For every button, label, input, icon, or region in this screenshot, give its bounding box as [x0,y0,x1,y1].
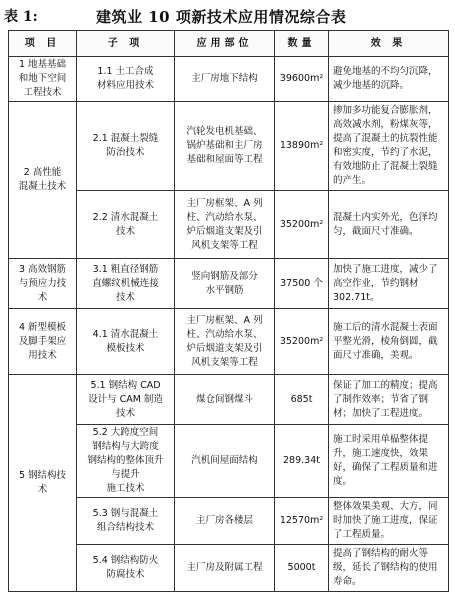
title-row [0,0,455,30]
quantity-cell: 12570m² [275,498,329,545]
header-effect: 效 果 [329,31,449,57]
technology-table [8,30,449,592]
header-category: 项 目 [9,31,77,57]
effect-cell: 保证了加工的精度；提高了制作效率；节省了钢材；加快了工程进度。 [329,375,449,425]
subitem-cell: 3.1 粗直径钢筋 直螺纹机械连接 技术 [77,259,175,309]
quantity-cell: 13890m² [275,102,329,191]
table-row [9,57,449,102]
location-cell: 主厂房地下结构 [175,57,275,102]
effect-cell: 施工时采用单榀整体提升，施工速度快，效果好，确保了工程质量和进度。 [329,425,449,498]
location-cell: 煤仓间钢煤斗 [175,375,275,425]
category-cell: 5 钢结构技 术 [9,375,77,592]
effect-cell: 避免地基的不均匀沉降，减少地基的沉降。 [329,57,449,102]
location-cell: 主厂房各楼层 [175,498,275,545]
subitem-cell: 4.1 清水混凝土 模板技术 [77,309,175,375]
effect-cell: 整体效果美观、大方，同时加快了施工进度，保证了工程质量。 [329,498,449,545]
subitem-cell: 2.1 混凝土裂缝 防治技术 [77,102,175,191]
table-row [9,309,449,375]
location-cell: 汽轮发电机基础、 锅炉基础和主厂房 基础和屋面等工程 [175,102,275,191]
quantity-cell: 37500 个 [275,259,329,309]
subitem-cell: 5.2 大跨度空间 钢结构与大跨度 钢结构的整体顶升 与提升 施工技术 [77,425,175,498]
quantity-cell: 35200m² [275,309,329,375]
category-cell: 4 新型模板 及脚手架应 用技术 [9,309,77,375]
document-title: 建筑业 10 项新技术应用情况综合表 [96,8,347,26]
header-row [9,31,449,57]
subitem-cell: 5.3 钢与混凝土 组合结构技术 [77,498,175,545]
category-cell: 1 地基基础 和地下空间 工程技术 [9,57,77,102]
location-cell: 汽机间屋面结构 [175,425,275,498]
table-number: 表 1: [4,9,38,25]
effect-cell: 施工后的清水混凝土表面平整光滑，棱角倒圆，截面尺寸准确，美观。 [329,309,449,375]
subitem-cell: 2.2 清水混凝土 技术 [77,191,175,259]
location-cell: 主厂房框架、A 列 柱、汽动给水泵、 炉后烟道支架及引 风机支架等工程 [175,191,275,259]
quantity-cell: 289.34t [275,425,329,498]
location-cell: 主厂房及附属工程 [175,545,275,592]
quantity-cell: 39600m² [275,57,329,102]
effect-cell: 掺加多功能复合膨胀剂，高效减水剂，粉煤灰等，提高了混凝土的抗裂性能和密实度，节约了水泥，有效地防止了混凝土裂缝的产生。 [329,102,449,191]
category-cell: 2 高性能 混凝土技术 [9,102,77,259]
location-cell: 主厂房框架、A 列 柱、汽动给水泵、 炉后烟道支架及引 风机支架等工程 [175,309,275,375]
table-row [9,259,449,309]
quantity-cell: 5000t [275,545,329,592]
effect-cell: 提高了钢结构的耐火等级，延长了钢结构的使用寿命。 [329,545,449,592]
header-quantity: 数量 [275,31,329,57]
effect-cell: 混凝土内实外光，色泽均匀，截面尺寸准确。 [329,191,449,259]
table-row [9,375,449,425]
subitem-cell: 5.4 钢结构防火 防腐技术 [77,545,175,592]
table-row [9,102,449,191]
category-cell: 3 高效钢筋 与预应力技 术 [9,259,77,309]
quantity-cell: 685t [275,375,329,425]
location-cell: 竖向钢筋及部分 水平钢筋 [175,259,275,309]
subitem-cell: 5.1 钢结构 CAD 设计与 CAM 制造 技术 [77,375,175,425]
quantity-cell: 35200m² [275,191,329,259]
header-subitem: 子 项 [77,31,175,57]
effect-cell: 加快了施工进度，减少了高空作业，节约钢材 302.71t。 [329,259,449,309]
header-location: 应用部位 [175,31,275,57]
subitem-cell: 1.1 土工合成 材料应用技术 [77,57,175,102]
